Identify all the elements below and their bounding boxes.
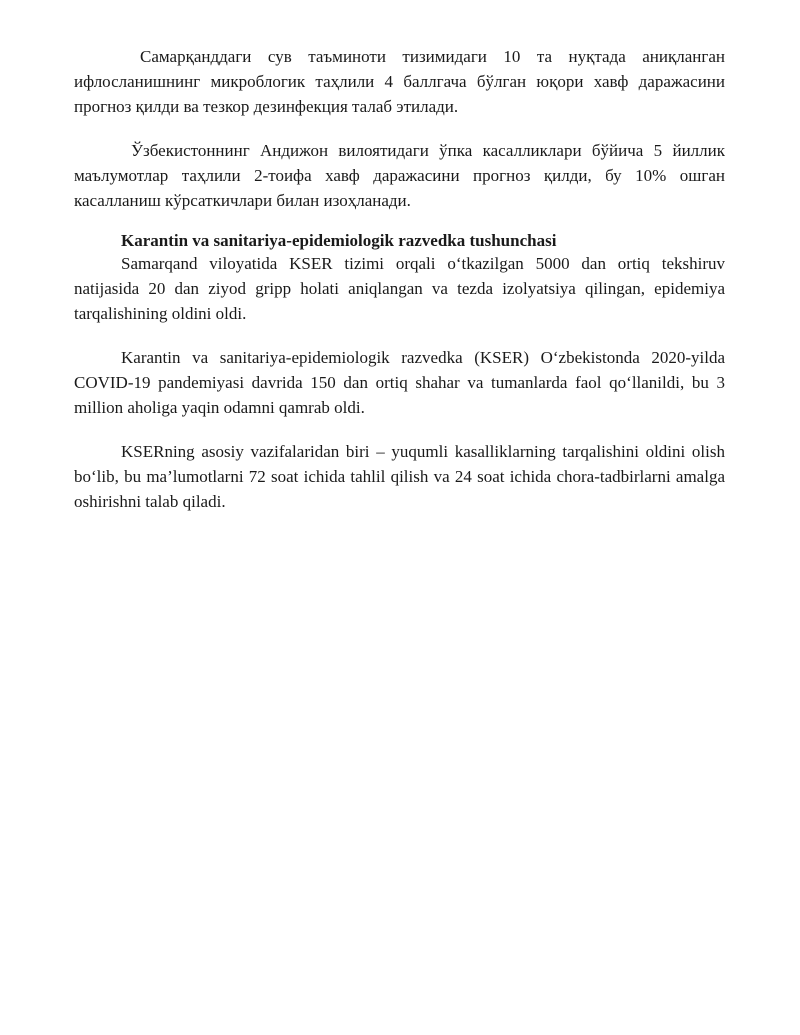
paragraph-andijan-lung-diseases: Ўзбекистоннинг Андижон вилоятидаги ўпка касалликлари бўйича 5 йиллик маълумотлар таҳлили 2-тоифа хавф даражасини прогноз қилди, бу 10% ошган касалланиш кўрсаткичлари билан изоҳланади. [74,141,725,210]
paragraph-kser-tasks: KSERning asosiy vazifalaridan biri – yuqumli kasalliklarning tarqalishini oldini olish bo‘lib, bu ma’lumotlarni 72 soat ichida tahlil qilish va 24 soat ichida chora-tadbirlarni amalga oshirishni talab qiladi. [74,442,725,511]
paragraph-spacer [74,326,725,345]
paragraph-kser-covid: Karantin va sanitariya-epidemiologik razvedka (KSER) Oʻzbekistonda 2020-yilda COVID-19 pandemiyasi davrida 150 dan ortiq shahar va tumanlarda faol qoʻllanildi, bu 3 million aholiga yaqin odamni qamrab oldi. [74,348,725,417]
paragraph-water-supply: Самарқанддаги сув таъминоти тизимидаги 10 та нуқтада аниқланган ифлосланишнинг микроблогик таҳлили 4 баллгача бўлган юқори хавф даражасини прогноз қилди ва тезкор дезинфекция талаб этилади. [74,47,725,116]
paragraph-spacer [74,213,725,230]
section-heading: Karantin va sanitariya-epidemiologik razvedka tushunchasi [121,231,557,250]
paragraph-samarqand-kser: Samarqand viloyatida KSER tizimi orqali oʻtkazilgan 5000 dan ortiq tekshiruv natijasida 20 dan ziyod gripp holati aniqlangan va tezda izolyatsiya qilingan, epidemiya tarqalishining oldini oldi. [74,254,725,323]
paragraph-spacer [74,420,725,439]
document-body [74,44,725,514]
paragraph-spacer [74,119,725,138]
